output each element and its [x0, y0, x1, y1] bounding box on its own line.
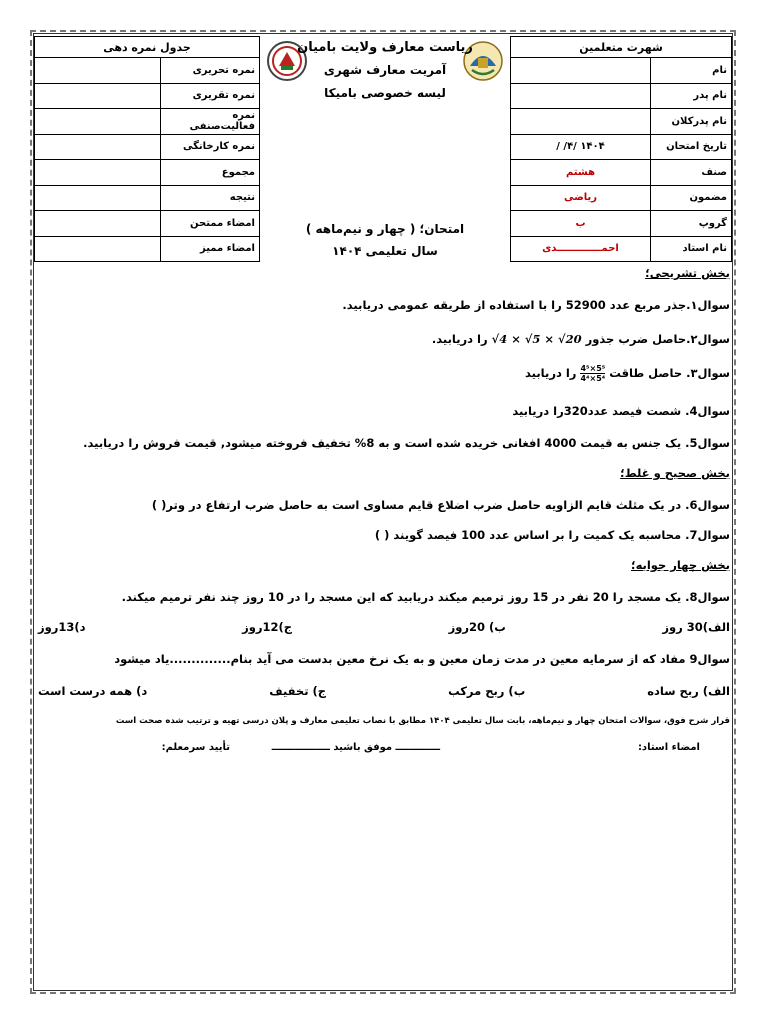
q9-option-a: الف) ربح ساده [647, 684, 730, 698]
father-name-label: نام پدر [651, 83, 732, 109]
group-label: گروپ [651, 211, 732, 237]
school-name: لیسه خصوصی بامیکا [324, 86, 446, 100]
grade-result-value[interactable] [35, 185, 161, 211]
question-8: سوال8. یک مسجد را 20 نفر در 15 روز ترمیم میکند دریابید که این مسجد را در 10 روز چند نفر ترمیم میکند. [121, 590, 730, 604]
section-true-false: بخش صحیح و غلط؛ [620, 466, 730, 480]
class-value: هشتم [511, 160, 651, 186]
group-value: ب [511, 211, 651, 237]
examiner-sign-value[interactable] [35, 211, 161, 237]
grading-table [34, 36, 260, 262]
subject-label: مضمون [651, 185, 732, 211]
reviewer-sign-value[interactable] [35, 236, 161, 262]
name-label: نام [651, 58, 732, 84]
subject-value: ریاضی [511, 185, 651, 211]
q9-option-b: ب) ربح مرکب [448, 684, 526, 698]
question-3-fraction [580, 364, 605, 383]
teacher-signature-label: امضاء استاد: [637, 742, 700, 753]
grade-total-value[interactable] [35, 160, 161, 186]
exam-date-label: تاریخ امتحان [651, 134, 732, 160]
father-name-value[interactable] [511, 83, 651, 109]
q8-option-a: الف)30 روز [662, 620, 730, 634]
grade-total-label: مجموع [161, 160, 260, 186]
question-4: سوال4. شصت فیصد عدد320را دریابید [512, 404, 730, 418]
section-multiple-choice: بخش چهار جوابه؛ [630, 558, 730, 572]
question-7: سوال7. محاسبه یک کمیت را بر اساس عدد 100 فیصد گویند ( ) [374, 528, 730, 542]
teacher-label: نام استاد [651, 236, 732, 262]
reviewer-sign-label: امضاء ممیز [161, 236, 260, 262]
q8-option-d: د)13روز [38, 620, 86, 634]
grade-written-label: نمره تحریری [161, 58, 260, 84]
question-3-tail: را دریابید [525, 366, 577, 380]
q8-option-b: ب) 20روز [448, 620, 506, 634]
grading-title: جدول نمره دهی [35, 37, 260, 58]
grade-oral-label: نمره تقریری [161, 83, 260, 109]
grandfather-name-value[interactable] [511, 109, 651, 135]
exam-header [34, 36, 732, 264]
question-2-expression: √4 × √5 × √20 [491, 332, 582, 346]
department-title: آمریت معارف شهری [323, 63, 447, 77]
student-info-table [510, 36, 732, 262]
principal-approval-label: تأیید سرمعلم: [161, 742, 230, 753]
grade-homework-value[interactable] [35, 134, 161, 160]
exam-title: امتحان؛ ( چهار و نیم‌ماهه ) [305, 222, 465, 236]
question-3 [525, 364, 730, 383]
question-1: سوال۱.جذر مربع عدد 52900 را با استفاده از طریقه عمومی دریابید. [342, 298, 730, 312]
grade-written-value[interactable] [35, 58, 161, 84]
question-3-text: سوال۳. حاصل طاقت [609, 366, 730, 380]
grandfather-name-label: نام پدرکلان [651, 109, 732, 135]
section-descriptive: بخش تشریحی؛ [645, 266, 730, 280]
exam-date-value[interactable]: ۱۴۰۴ /۴/ / [511, 134, 651, 160]
question-9: سوال9 مفاد که از سرمایه معین در مدت زمان معین و به یک نرخ معین بدست می آید بنام..............یاد میشود [114, 652, 730, 666]
question-9-options [38, 684, 730, 698]
good-luck-text: ـــــــــــــ موفق باشید ـــــــــــــــــ [271, 742, 440, 753]
question-6: سوال6. در یک مثلث قایم الزاویه حاصل ضرب اضلاع قایم مساوی است به حاصل ضرب ارتفاع در وتر( ) [151, 498, 730, 512]
grade-homework-label: نمره کارخانگی [161, 134, 260, 160]
grade-result-label: نتیجه [161, 185, 260, 211]
question-8-options [38, 620, 730, 634]
grade-classwork-label: نمره فعالیت‌صنفی [161, 109, 260, 135]
examiner-sign-label: امضاء ممتحن [161, 211, 260, 237]
grade-oral-value[interactable] [35, 83, 161, 109]
question-5: سوال5. یک جنس به قیمت 4000 افغانی خریده شده است و به 8% تخفیف فروخته میشود, قیمت فروش را دریابید. [83, 436, 730, 450]
school-header [260, 36, 510, 264]
q9-option-c: ج) تخفیف [269, 684, 327, 698]
exam-year: سال تعلیمی ۱۴۰۴ [332, 244, 438, 258]
student-info-title: شهرت متعلمین [511, 37, 732, 58]
class-label: صنف [651, 160, 732, 186]
directorate-title: ریاست معارف ولایت بامیان [297, 40, 473, 55]
fraction-numerator: 4⁵×5⁵ [580, 364, 606, 373]
question-2-text: سوال۲.حاصل ضرب جذور [585, 332, 730, 346]
question-2-tail: را دریابید. [431, 332, 488, 346]
grade-classwork-value[interactable] [35, 109, 161, 135]
name-value[interactable] [511, 58, 651, 84]
fraction-denominator: 4⁴×5⁴ [580, 374, 606, 383]
q8-option-c: ج)12روز [242, 620, 293, 634]
teacher-value: احمـــــــــــــدی [511, 236, 651, 262]
footer-note: قرار شرح فوق، سوالات امتحان چهار و نیم‌ماهه، بابت سال تعلیمی ۱۴۰۴ مطابق با نصاب تعلیمی معارف و پلان درسی تهیه و ترتیب شده صحت است [115, 716, 730, 726]
q9-option-d: د) همه درست است [38, 684, 148, 698]
question-2 [432, 332, 730, 346]
